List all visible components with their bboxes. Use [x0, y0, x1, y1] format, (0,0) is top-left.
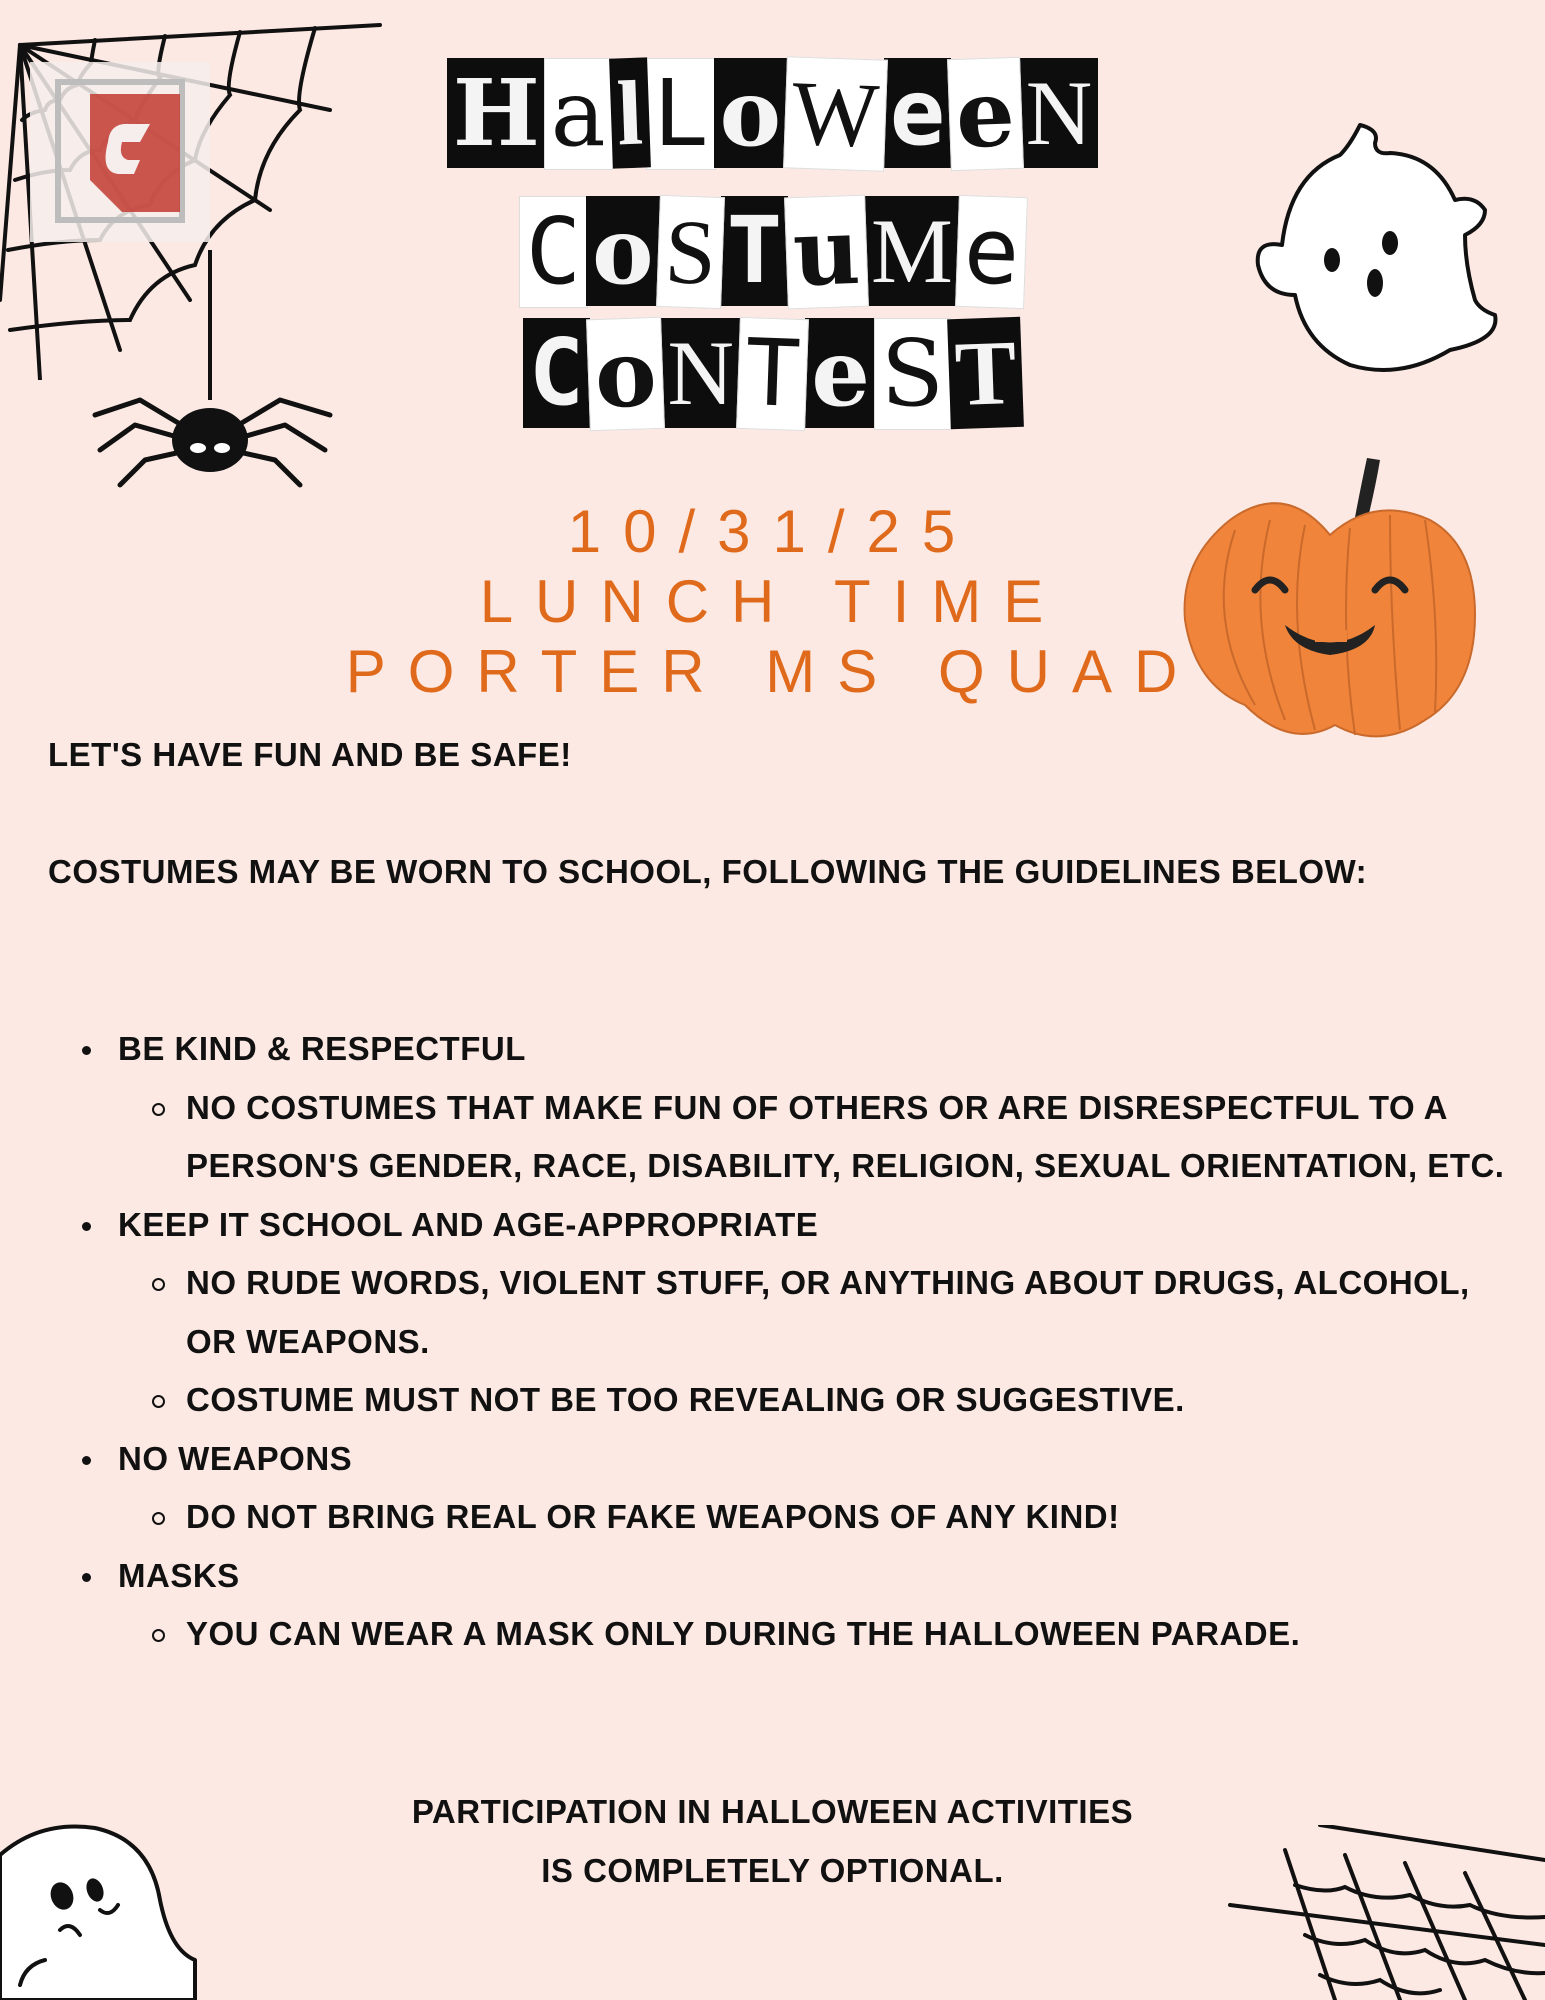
title-text: [524, 318, 1022, 430]
title-letter: e: [884, 58, 951, 168]
footer-note: [0, 1782, 1545, 1900]
title-text: [448, 58, 1097, 170]
intro-text: LET'S HAVE FUN AND BE SAFE!: [48, 736, 572, 773]
title-text: [520, 196, 1025, 308]
event-date: 10/31/25: [567, 498, 978, 565]
title-letter: o: [586, 196, 659, 306]
title-letter: N: [661, 318, 739, 428]
title-letter: L: [646, 58, 715, 170]
title-letter: o: [586, 317, 665, 432]
title-letter: W: [783, 56, 888, 171]
title-letter: T: [736, 317, 809, 431]
page-title: [524, 318, 1022, 430]
title-line-costume: [0, 196, 1545, 308]
title-letter: S: [656, 195, 725, 309]
footer-line-1: PARTICIPATION IN HALLOWEEN ACTIVITIES: [411, 1793, 1134, 1830]
page-title: [520, 196, 1025, 308]
footer-line-2: IS COMPLETELY OPTIONAL.: [541, 1852, 1004, 1889]
title-letter: C: [523, 318, 590, 428]
title-letter: l: [609, 57, 650, 168]
guideline-item: NO WEAPONS: [48, 1430, 1518, 1489]
guideline-item: MASKS: [48, 1547, 1518, 1606]
title-letter: T: [721, 196, 788, 306]
title-letter: T: [947, 317, 1024, 429]
title-letter: o: [714, 58, 787, 168]
guideline-subitem: NO RUDE WORDS, VIOLENT STUFF, OR ANYTHING ABOUT DRUGS, ALCOHOL, OR WEAPONS.: [48, 1254, 1518, 1371]
title-letter: u: [784, 195, 869, 310]
guideline-subitem: NO COSTUMES THAT MAKE FUN OF OTHERS OR ARE DISRESPECTFUL TO A PERSON'S GENDER, RACE, DISABILITY, RELIGION, SEXUAL ORIENTATION, ETC.: [48, 1079, 1518, 1196]
title-letter: H: [447, 58, 546, 168]
preface-text: COSTUMES MAY BE WORN TO SCHOOL, FOLLOWING THE GUIDELINES BELOW:: [48, 853, 1368, 890]
event-location: PORTER MS QUAD: [345, 638, 1200, 705]
title-letter: e: [955, 195, 1028, 309]
title-line-contest: [0, 318, 1545, 430]
title-letter: S: [874, 318, 951, 430]
page-title: [448, 58, 1097, 170]
guideline-subitem: COSTUME MUST NOT BE TOO REVEALING OR SUGGESTIVE.: [48, 1371, 1518, 1430]
title-letter: N: [1020, 58, 1098, 168]
event-time: LUNCH TIME: [479, 568, 1066, 635]
guidelines-list: [48, 1020, 1518, 1664]
title-line-halloween: [0, 58, 1545, 170]
title-letter: e: [805, 318, 876, 428]
title-letter: a: [544, 58, 613, 170]
guideline-item: BE KIND & RESPECTFUL: [48, 1020, 1518, 1079]
title-letter: e: [947, 57, 1023, 171]
guideline-item: KEEP IT SCHOOL AND AGE-APPROPRIATE: [48, 1196, 1518, 1255]
title-letter: M: [865, 196, 959, 306]
guideline-subitem: YOU CAN WEAR A MASK ONLY DURING THE HALLOWEEN PARADE.: [48, 1605, 1518, 1664]
guideline-subitem: DO NOT BRING REAL OR FAKE WEAPONS OF ANY KIND!: [48, 1488, 1518, 1547]
title-letter: C: [519, 196, 588, 308]
